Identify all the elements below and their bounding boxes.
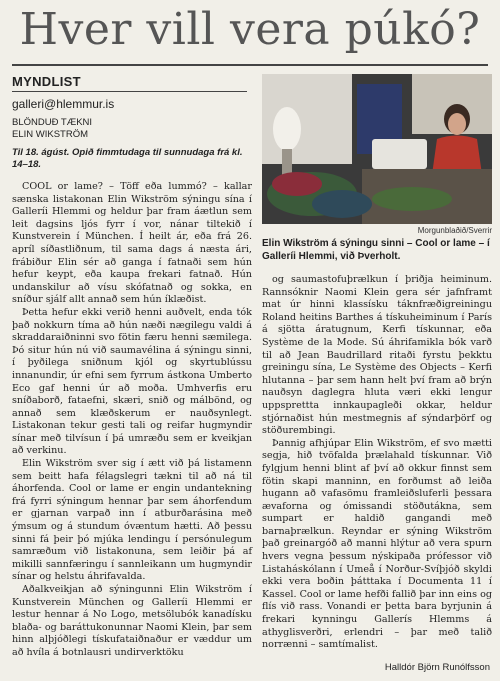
paragraph: COOL or lame? – Töff eða lummó? – kallar sænska listakonan Elin Wikström sýningu sína í Galleríi Hlemmi og heldur þar fram áætlun sem leit dagsins ljós fyrr í vor, nánar tiltekið í Kunstverein í München. Í heilt ár, eða frá 26. apríl síðastliðnum, til sama dags á næsta ári, frábiður Elin sér að ganga í fatnaði sem hún hefur keypt, eða kaupa frekari fatnað. Hún undanskilur að vísu skófatnað og sokka, en sníður sjálf allt annað sem hún íklæðist. xyxy=(12,181,252,306)
photo-credit: Morgunblaðið/Sverrir xyxy=(417,226,492,235)
paragraph: Þetta hefur ekki verið henni auðvelt, enda tók það nokkurn tíma að hún næði nægilegu valdi á skraddaraiðninni svo fötin færu henni sæmilega. Þó situr hún nú við saumavélina á sýningu sinni, í þyðilega sniðnum kjól og skyrtublússu innanundir, úr efni sem fyrrum ástkona Umberto Eco gaf henni úr að moða. Umhverfis eru sníðaborð, fataefni, skæri, snið og málbönd, og annað sem klæðskerum er nauðsynlegt. Listakonan tekur gesti tali og reifar hugmyndir sínar með tilvísun í þá umræðu sem er kveikjan að verkinu. xyxy=(12,306,252,457)
article-column-1 xyxy=(12,181,252,660)
photo-caption: Elin Wikström á sýningu sinni – Cool or lame – í Galleríi Hlemmi, við Þverholt. xyxy=(262,238,490,262)
exhibition-info: Til 18. ágúst. Opið fimmtudaga til sunnudaga frá kl. 14–18. xyxy=(12,147,243,170)
gallery-email: galleri@hlemmur.is xyxy=(12,97,115,111)
photo-illustration xyxy=(262,74,492,224)
paragraph: Þannig afhjúpar Elin Wikström, ef svo mætti segja, hið tvöfalda þrælahald tískunnar. Við fylgjum henni blint af því að okkur finnst sem fötin skapi manninn, en forðumst að leiða hugann að vafasömu framleiðsluferli þessara ævaforna og ómissandi stöðutákna, sem sumpart er haldið gangandi með barnaþrælkun. Reyndar er sýning Wikström það greinargóð að manni hlýtur að vera spurn hvers vegna þessum nýskipaða prófessor við Listaháskólann í Umeå í Norður-Svíþjóð skyldi ekki vera boðin þátttaka í Documenta 11 í Kassel. Cool or lame hefði fallið þar inn eins og flís við rass. Vonandi er þetta bara byrjunin á frekari kynningu Gallerís Hlemms á athyglisverðri, erlendri – þar með talið norrænni – samtímalist. xyxy=(262,437,493,651)
section-label: MYNDLIST xyxy=(12,74,247,92)
headline: Hver vill vera púkó? xyxy=(19,4,481,55)
article-column-2 xyxy=(262,274,492,652)
paragraph: Elin Wikström sver sig í ætt við þá listamenn sem beitt hafa félagslegri tækni til að ná til áhorfenda. Cool or lame er engin undantekning frá fyrri sýningum hennar þar sem áhorfendum er gjarnan varpað inn í atburðarásina með ýmsum og á stundum óvæntum hætti. Að þessu sinni fá þeir þó mjúka lendingu í persónulegum samræðum við listakonuna, sem leiðir þá af mikilli sannfæringu í sannleikann um hugmyndir sínar og helstu áhrifavalda. xyxy=(12,458,252,583)
article-photo xyxy=(262,74,492,224)
meta-block xyxy=(12,117,247,141)
divider xyxy=(12,64,488,66)
meta-technique: BLÖNDUÐ TÆKNI xyxy=(12,117,93,128)
paragraph: og saumastofuþrælkun í þriðja heiminum. Rannsóknir Naomi Klein gera sér jafnframt mat úr hinni klassísku táknfræðigreiningu Roland heitins Barthes á tískuheiminum í París á sjötta áratugnum, Kerfi tískunnar, eða Système de la Mode. Sú áhrifamikla bók varð til að Jean Baudrillard ritaði fyrstu þekktu greiningu sína, Le Système des Objects – Kerfi hlutanna – þar sem hann helt því fram að brýn nauðsyn daglegra hluta væri ekki lengur uppsprettta innkaupagleði okkar, heldur stjórnaðist hún mestmegnis af sýndarþörf og stöðurembingi. xyxy=(262,274,492,437)
meta-artist: ELIN WIKSTRÖM xyxy=(12,129,89,140)
paragraph: Aðalkveikjan að sýningunni Elin Wikström í Kunstverein München og Galleríi Hlemmi er lestur hennar á No Logo, metsölubók kanadísku blaða- og baráttukonunnar Naomi Klein, þar sem hinn alþjóðlegi tískufataiðnaður er væddur um að hvíla á botnlausri undirverktöku xyxy=(12,584,252,658)
article-meta xyxy=(12,74,247,171)
author-byline: Halldór Björn Runólfsson xyxy=(384,662,490,673)
